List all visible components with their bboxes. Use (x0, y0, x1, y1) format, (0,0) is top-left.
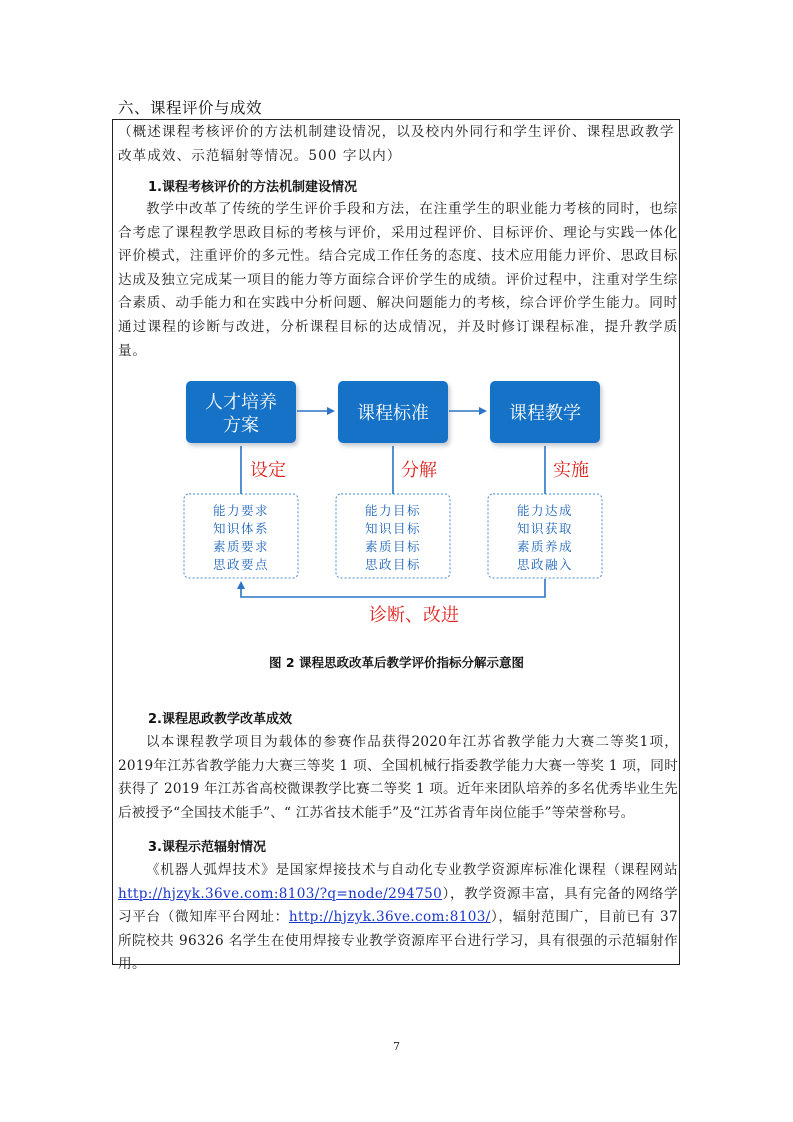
part1-body: 教学中改革了传统的学生评价手段和方法，在注重学生的职业能力考核的同时，也综合考虑了课程教学思政目标的考核与评价，采用过程评价、目标评价、理论与实践一体化评价模式，注重评价的多元性。结合完成工作任务的态度、技术应用能力评价、思政目标达成及独立完成某一项目的能力等方面综合评价学生的成绩。评价过程中，注重对学生综合素质、动手能力和在实践中分析问题、解决问题能力的考核，综合评价学生能力。同时通过课程的诊断与改进，分析课程目标的达成情况，并及时修订课程标准，提升教学质量。 (118, 201, 678, 359)
part3-body (118, 859, 678, 977)
part3-text-1: 《机器人弧焊技术》是国家焊接技术与自动化专业教学资源库标准化课程（课程网站 (146, 862, 678, 878)
box-course-teaching (490, 381, 600, 443)
list-targets (336, 494, 450, 578)
box-course-standard-label: 课程标准 (357, 403, 429, 424)
part3-heading: 3.课程示范辐射情况 (148, 840, 266, 855)
list-item: 素质要求 (212, 539, 270, 554)
box-talent-plan (186, 381, 296, 443)
page-number: 7 (393, 1040, 400, 1053)
action-label-set: 设定 (250, 460, 286, 481)
action-label-decompose: 分解 (401, 460, 437, 481)
list-item: 能力目标 (364, 503, 422, 518)
part1-heading: 1.课程考核评价的方法机制建设情况 (148, 180, 357, 195)
box-course-standard (338, 381, 448, 443)
box-course-teaching-label: 课程教学 (509, 403, 581, 424)
platform-link[interactable]: http://hjzyk.36ve.com:8103/ (288, 909, 491, 926)
feedback-loop-arrow (241, 579, 545, 597)
list-item: 能力要求 (212, 503, 270, 518)
list-outcomes (488, 494, 602, 578)
part3-text-3: ），辐射范围广，目前已有 37 所院校共 96326 名学生在使用焊接专业教学资源库平台进行学习，具有很强的示范辐射作用。 (118, 909, 678, 973)
intro-note: （概述课程考核评价的方法机制建设情况，以及校内外同行和学生评价、课程思政教学改革成效、示范辐射等情况。500 字以内） (118, 124, 675, 164)
list-item: 素质目标 (364, 539, 422, 554)
list-item: 知识目标 (364, 521, 422, 536)
box-talent-plan-line2: 方案 (223, 415, 259, 436)
list-requirements (184, 494, 298, 578)
section-heading: 六、课程评价与成效 (118, 99, 263, 117)
part2-heading: 2.课程思政教学改革成效 (148, 712, 292, 727)
list-item: 素质养成 (516, 539, 574, 554)
list-item: 思政要点 (212, 557, 270, 572)
list-item: 能力达成 (516, 503, 574, 518)
list-item: 思政融入 (516, 557, 574, 572)
action-label-implement: 实施 (553, 460, 589, 481)
part3-text-2: ），教学资源丰富，具有完备的网络学习平台（微知库平台网址： (118, 885, 678, 926)
list-item: 思政目标 (364, 557, 422, 572)
list-item: 知识获取 (516, 521, 574, 536)
list-item: 知识体系 (212, 521, 270, 536)
part2-body: 以本课程教学项目为载体的参赛作品获得2020年江苏省教学能力大赛二等奖1项，2019年江苏省教学能力大赛三等奖 1 项、全国机械行指委教学能力大赛一等奖 1 项，同时获得了 2019 年江苏省高校微课教学比赛二等奖 1 项。近年来团队培养的多名优秀毕业生先后被授予“全国技术能手”、“ 江苏省技术能手”及“江苏省青年岗位能手”等荣誉称号。 (118, 734, 678, 821)
feedback-label: 诊断、改进 (369, 605, 459, 626)
box-talent-plan-line1: 人才培养 (205, 392, 277, 413)
figure-caption: 图 2 课程思政改革后教学评价指标分解示意图 (269, 655, 524, 670)
course-website-link[interactable]: http://hjzyk.36ve.com:8103/?q=node/294750 (118, 885, 443, 902)
